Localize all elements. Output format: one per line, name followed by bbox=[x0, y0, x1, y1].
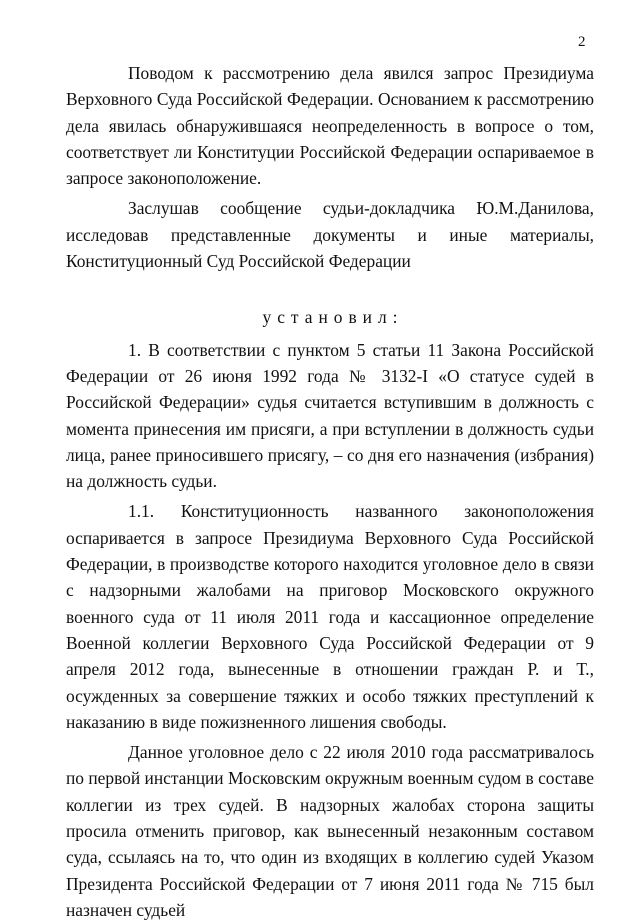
page-number: 2 bbox=[578, 34, 586, 50]
paragraph-point-1-1: 1.1. Конституционность названного законоположения оспаривается в запросе Президиума Верховного Суда Российской Федерации, в производстве которого находится уголовное дело в связи с надзорными жалобами на приговор Московского окружного военного суда от 11 июля 2011 года и кассационное определение Военной коллегии Верховного Суда Российской Федерации от 9 апреля 2012 года, вынесенные в отношении граждан Р. и Т., осужденных за совершение тяжких и особо тяжких преступлений к наказанию в виде пожизненного лишения свободы. bbox=[66, 501, 594, 732]
paragraph-grounds: Поводом к рассмотрению дела явился запрос Президиума Верховного Суда Российской Федерации. Основанием к рассмотрению дела явилась обнаружившаяся неопределенность в вопросе о том, соответствует ли Конституции Российской Федерации оспариваемое в запросе законоположение. bbox=[66, 63, 594, 189]
document-body bbox=[66, 60, 594, 923]
paragraph-point-1: 1. В соответствии с пунктом 5 статьи 11 Закона Российской Федерации от 26 июня 1992 года № 3132-I «О статусе судей в Российской Федерации» судья считается вступившим в должность с момента принесения им присяги, а при вступлении в должность судьи лица, ранее приносившего присягу, – со дня его назначения (избрания) на должность судьи. bbox=[66, 339, 594, 492]
section-heading: установил: bbox=[262, 307, 404, 328]
paragraph-hearing: Заслушав сообщение судьи-докладчика Ю.М.Данилова, исследовав представленные документы и иные материалы, Конституционный Суд Российской Федерации bbox=[66, 198, 594, 272]
paragraph-case-history: Данное уголовное дело с 22 июля 2010 года рассматривалось по первой инстанции Московским окружным военным судом в составе коллегии из трех судей. В надзорных жалобах сторона защиты просила отменить приговор, как вынесенный незаконным составом суда, ссылаясь на то, что один из входящих в коллегию судей Указом Президента Российской Федерации от 7 июня 2011 года № 715 был назначен судьей bbox=[66, 742, 594, 920]
